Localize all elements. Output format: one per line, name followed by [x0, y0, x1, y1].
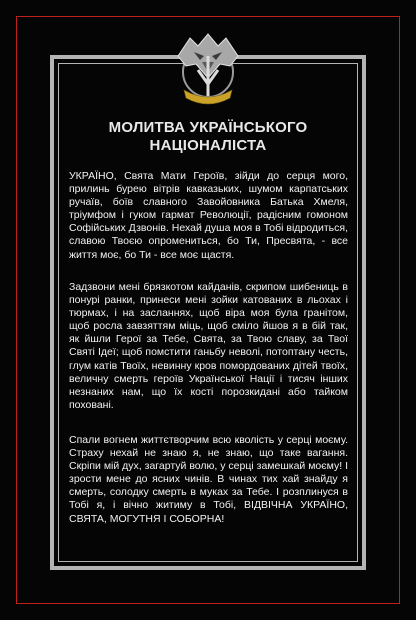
- wolf-head-emblem-icon: [164, 26, 252, 108]
- prayer-paragraph-1: УКРАЇНО, Свята Мати Героїв, зійди до серця мого, прилинь бурею вітрів кавказьких, шумом карпатських ручаїв, боїв славного Завойовника Батька Хмеля, тріумфом і гуком гармат Революції, радісним гомоном Софійських Дзвонів. Нехай душа моя в Тобі відродиться, славою Твоєю опромениться, бо Ти, Пресвята, - все життя моє, бо Ти - все моє щастя.: [69, 170, 348, 261]
- prayer-title: МОЛИТВА УКРАЇНСЬКОГО НАЦІОНАЛІСТА: [108, 119, 308, 154]
- prayer-paragraph-3: Спали вогнем життєтворчим всю кволість у серці моєму. Страху нехай не знаю я, не знаю, що таке вагання. Скріпи мій дух, загартуй волю, у серці замешкай моєму! І зрости мене до ясних чинів. В чинах тих хай знайду я смерть, солодку смерть в муках за Тебе. І розплинуся в Тобі я, і вічно житиму в Тобі, ВІДВІЧНА УКРАЇНО, СВЯТА, МОГУТНЯ І СОБОРНА!: [69, 434, 348, 525]
- prayer-paragraph-2: Задзвони мені брязкотом кайданів, скрипом шибениць в понурі ранки, принеси мені зойки катованих в льохах і тюрмах, і на засланнях, щоб віра моя була гранітом, щоб росла завзяттям міць, щоб сміло йшов я в бій так, як йшли Герої за Тебе, Свята, за Твою славу, за Твої Святі Ідеї; щоб помстити ганьбу неволі, потоптану честь, глум катів Твоїх, невинну кров помордованих дітей твоїх, величну смерть героїв Української Нації і тисяч інших незнаних нам, що їх кості порозкидані або тайком поховані.: [69, 281, 348, 411]
